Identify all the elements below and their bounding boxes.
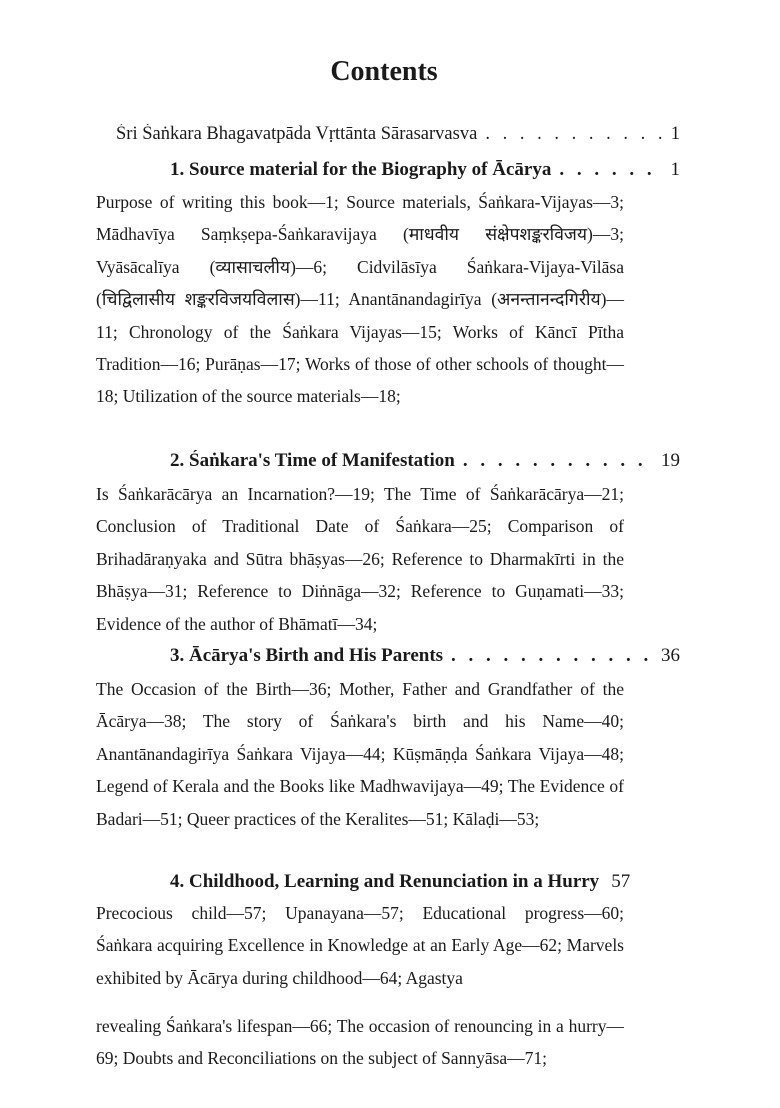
toc-chapter-4[interactable] (170, 871, 680, 893)
chapter-title: 1. Source material for the Biography of Ācārya (170, 159, 552, 180)
dot-leader (455, 450, 655, 472)
chapter-4-description-part2: revealing Śaṅkara's lifespan—66; The occasion of renouncing in a hurry—69; Doubts and Reconciliations on the subject of Sannyāsa—71; (96, 1016, 624, 1069)
chapter-4-description-part1: Precocious child—57; Upanayana—57; Educational progress—60; Śaṅkara acquiring Excellence in Knowledge at an Early Age—62; Marvels exhibited by Ācārya during childhood—64; Agastya (96, 903, 624, 988)
dot-leader (551, 159, 664, 181)
toc-entry-main[interactable] (116, 124, 680, 145)
chapter-1-description: Purpose of writing this book—1; Source materials, Śaṅkara-Vijayas—3; Mādhavīya Saṃkṣepa-Śaṅkaravijaya (माधवीय संक्षेपशङ्करविजय)—3; Vyāsācalīya (व्यासाचलीय)—6; Cidvilāsīya Śaṅkara-Vijaya-Vilāsa (चिद्विलासीय शङ्करविजयविलास)—11; Anantānandagirīya (अनन्तानन्दगिरीय)—11; Chronology of the Śaṅkara Vijayas—15; Works of Kāncī Pītha Tradition—16; Purāṇas—17; Works of those of other schools of thought—18; Utilization of the source materials—18; (96, 192, 624, 407)
toc-chapter-3[interactable] (170, 645, 680, 667)
toc-entry-title: Śri Śaṅkara Bhagavatpāda Vṛttānta Sārasarvasva (116, 124, 478, 144)
toc-chapter-1[interactable] (170, 159, 680, 181)
chapter-2-description: Is Śaṅkarācārya an Incarnation?—19; The Time of Śaṅkarācārya—21; Conclusion of Traditional Date of Śaṅkara—25; Comparison of Brihadāraṇyaka and Sūtra bhāṣyas—26; Reference to Dharmakīrti in the Bhāṣya—31; Reference to Diṅnāga—32; Reference to Guṇamati—33; Evidence of the author of Bhāmatī—34; (96, 484, 624, 634)
chapter-page: 57 (611, 871, 631, 892)
toc-chapter-2[interactable] (170, 450, 680, 472)
chapter-title: 2. Śaṅkara's Time of Manifestation (170, 450, 455, 471)
chapter-3-description: The Occasion of the Birth—36; Mother, Father and Grandfather of the Ācārya—38; The story of Śaṅkara's birth and his Name—40; Anantānandagirīya Śaṅkara Vijaya—44; Kūṣmāṇḍa Śaṅkara Vijaya—48; Legend of Kerala and the Books like Madhwavijaya—49; The Evidence of Badari—51; Queer practices of the Keralites—51; Kālaḍi—53; (96, 679, 624, 829)
chapter-title: 4. Childhood, Learning and Renunciation in a Hurry (170, 871, 600, 892)
toc-entry-page: 1 (670, 124, 680, 144)
chapter-page: 19 (661, 450, 680, 471)
page-title: Contents (330, 56, 438, 87)
chapter-title: 3. Ācārya's Birth and His Parents (170, 645, 444, 666)
chapter-page: 36 (661, 645, 680, 666)
chapter-page: 1 (670, 159, 680, 180)
dot-leader (443, 645, 655, 667)
dot-leader (477, 124, 664, 145)
